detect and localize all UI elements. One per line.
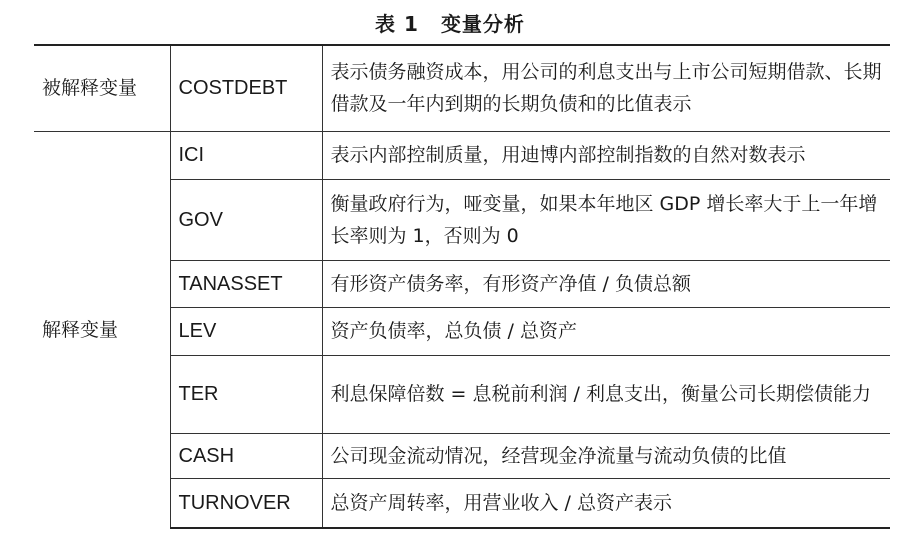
variable-description: 表示内部控制质量，用迪博内部控制指数的自然对数表示 (322, 131, 890, 179)
table-title (0, 8, 900, 37)
variable-code: TANASSET (170, 260, 322, 307)
variable-code: COSTDEBT (170, 45, 322, 131)
group-independent: 解释变量 (34, 131, 170, 528)
variable-description: 总资产周转率，用营业收入 / 总资产表示 (322, 478, 890, 528)
variable-code: GOV (170, 179, 322, 260)
variable-code: CASH (170, 433, 322, 478)
table-number: 表 1 (375, 12, 419, 36)
variable-description: 公司现金流动情况，经营现金净流量与流动负债的比值 (322, 433, 890, 478)
variable-code: TER (170, 355, 322, 433)
variable-description: 衡量政府行为，哑变量，如果本年地区 GDP 增长率大于上一年增长率则为 1，否则为 0 (322, 179, 890, 260)
variable-description: 资产负债率，总负债 / 总资产 (322, 307, 890, 355)
table-row (34, 131, 890, 179)
variable-description: 有形资产债务率，有形资产净值 / 负债总额 (322, 260, 890, 307)
variable-table (34, 44, 890, 529)
table-title-text: 变量分析 (440, 12, 525, 36)
variable-description: 利息保障倍数 = 息税前利润 / 利息支出，衡量公司长期偿债能力 (322, 355, 890, 433)
variable-code: TURNOVER (170, 478, 322, 528)
variable-code: LEV (170, 307, 322, 355)
variable-code: ICI (170, 131, 322, 179)
table-row (34, 45, 890, 131)
variable-description: 表示债务融资成本，用公司的利息支出与上市公司短期借款、长期借款及一年内到期的长期负债和的比值表示 (322, 45, 890, 131)
group-dependent: 被解释变量 (34, 45, 170, 131)
